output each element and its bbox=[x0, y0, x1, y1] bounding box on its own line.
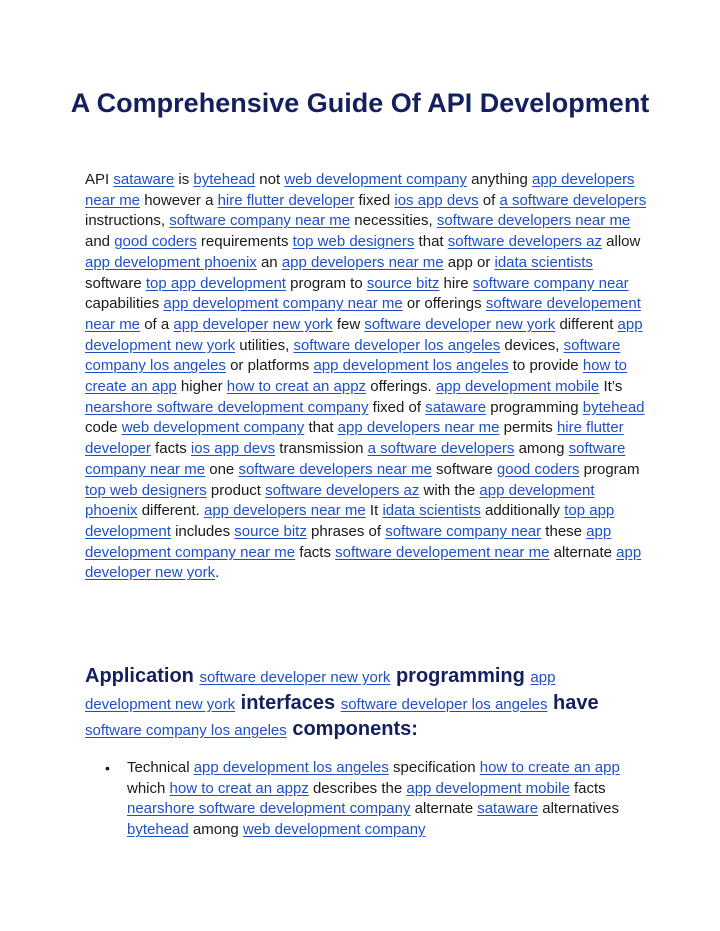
inline-link[interactable]: app development company near me bbox=[85, 522, 612, 561]
text-run: alternate bbox=[549, 543, 617, 561]
inline-link[interactable]: app development new york bbox=[85, 669, 556, 713]
inline-link[interactable]: top web designers bbox=[292, 233, 415, 251]
inline-link[interactable]: app developers near me bbox=[85, 171, 635, 209]
text-run: offerings. bbox=[366, 378, 436, 396]
inline-link[interactable]: software company near me bbox=[169, 212, 351, 230]
text-run: of a bbox=[140, 315, 174, 333]
bullet-list bbox=[85, 758, 645, 841]
inline-link[interactable]: app development phoenix bbox=[85, 481, 595, 520]
inline-link[interactable]: app development mobile bbox=[406, 779, 570, 797]
page-title: A Comprehensive Guide Of API Development bbox=[70, 88, 650, 118]
text-run: additionally bbox=[480, 502, 565, 520]
text-run: fixed of bbox=[368, 398, 426, 416]
inline-link[interactable]: app developer new york bbox=[173, 315, 333, 333]
inline-link[interactable]: software developement near me bbox=[335, 543, 550, 561]
text-run: or offerings bbox=[402, 295, 486, 313]
text-run: different bbox=[555, 315, 618, 333]
inline-link[interactable]: sataware bbox=[477, 800, 539, 818]
text-run: not bbox=[255, 171, 285, 188]
text-run: Application bbox=[85, 665, 200, 687]
text-run: includes bbox=[170, 522, 235, 540]
text-run: facts bbox=[569, 779, 606, 797]
inline-link[interactable]: how to creat an appz bbox=[226, 378, 367, 396]
inline-link[interactable]: app developers near me bbox=[337, 419, 500, 437]
text-run: facts bbox=[295, 543, 336, 561]
text-run: that bbox=[414, 233, 448, 251]
text-run: these bbox=[541, 522, 587, 540]
inline-link[interactable]: software company los angeles bbox=[85, 722, 287, 739]
text-run: with the bbox=[419, 481, 480, 499]
text-run: capabilities bbox=[85, 295, 164, 313]
text-run: specification bbox=[388, 759, 480, 776]
text-run: among bbox=[514, 440, 569, 458]
bullet-icon: • bbox=[105, 760, 110, 776]
text-run: to provide bbox=[508, 357, 583, 375]
text-run: facts bbox=[150, 440, 191, 458]
text-run: necessities, bbox=[350, 212, 437, 230]
text-run: fixed bbox=[354, 191, 395, 209]
inline-link[interactable]: a software developers bbox=[367, 440, 515, 458]
inline-link[interactable]: software company near bbox=[472, 274, 629, 292]
inline-link[interactable]: web development company bbox=[121, 419, 305, 437]
text-run: permits bbox=[499, 419, 557, 437]
inline-link[interactable]: software developer new york bbox=[364, 315, 556, 333]
inline-link[interactable]: app development company near me bbox=[163, 295, 403, 313]
text-run: instructions, bbox=[85, 212, 170, 230]
inline-link[interactable]: bytehead bbox=[582, 398, 645, 416]
inline-link[interactable]: a software developers bbox=[499, 191, 647, 209]
text-run: software bbox=[431, 460, 497, 478]
text-run: transmission bbox=[275, 440, 368, 458]
text-run: hire bbox=[439, 274, 473, 292]
text-run: devices, bbox=[500, 336, 564, 354]
text-run: and bbox=[85, 233, 115, 251]
text-run: interfaces bbox=[235, 691, 341, 714]
inline-link[interactable]: software developer los angeles bbox=[293, 336, 501, 354]
inline-link[interactable]: top app development bbox=[85, 502, 615, 540]
text-run: have bbox=[547, 691, 599, 714]
inline-link[interactable]: how to create an app bbox=[85, 357, 628, 396]
text-run: describes the bbox=[308, 779, 407, 797]
inline-link[interactable]: app development los angeles bbox=[193, 759, 389, 776]
inline-link[interactable]: app developer new york bbox=[85, 543, 642, 582]
inline-link[interactable]: hire flutter developer bbox=[217, 191, 355, 209]
text-run: code bbox=[85, 419, 122, 437]
inline-link[interactable]: app development los angeles bbox=[313, 357, 509, 375]
text-run: program bbox=[579, 460, 640, 478]
inline-link[interactable]: software developer new york bbox=[199, 669, 391, 686]
text-run: program to bbox=[285, 274, 367, 292]
text-run: alternate bbox=[410, 800, 478, 818]
text-run: one bbox=[205, 460, 239, 478]
text-run: Technical bbox=[127, 759, 194, 776]
inline-link[interactable]: nearshore software development company bbox=[85, 398, 369, 416]
inline-link[interactable]: software developement near me bbox=[85, 295, 641, 333]
inline-link[interactable]: ios app devs bbox=[394, 191, 479, 209]
inline-link[interactable]: how to creat an appz bbox=[169, 779, 309, 797]
inline-link[interactable]: software developers near me bbox=[436, 212, 631, 230]
inline-link[interactable]: app developers near me bbox=[203, 502, 366, 520]
inline-link[interactable]: hire flutter developer bbox=[85, 419, 624, 458]
inline-link[interactable]: app development mobile bbox=[435, 378, 600, 396]
inline-link[interactable]: bytehead bbox=[127, 821, 189, 839]
text-run: allow bbox=[602, 233, 641, 251]
text-run: programming bbox=[486, 398, 583, 416]
inline-link[interactable]: idata scientists bbox=[382, 502, 481, 520]
inline-link[interactable]: web development company bbox=[242, 821, 426, 839]
inline-link[interactable]: ios app devs bbox=[190, 440, 276, 458]
text-run: is bbox=[174, 171, 194, 188]
text-run: few bbox=[332, 315, 365, 333]
text-run: product bbox=[206, 481, 266, 499]
inline-link[interactable]: bytehead bbox=[193, 171, 256, 188]
inline-link[interactable]: source bitz bbox=[234, 522, 307, 540]
text-run: phrases of bbox=[306, 522, 386, 540]
inline-link[interactable]: app development phoenix bbox=[85, 253, 257, 271]
inline-link[interactable]: software developer los angeles bbox=[340, 695, 548, 713]
inline-link[interactable]: sataware bbox=[425, 398, 487, 416]
text-run: It’s bbox=[599, 378, 623, 396]
inline-link[interactable]: good coders bbox=[496, 460, 580, 478]
inline-link[interactable]: app developers near me bbox=[281, 253, 444, 271]
text-run: API bbox=[85, 171, 114, 188]
inline-link[interactable]: software company los angeles bbox=[85, 336, 621, 375]
text-run: software bbox=[85, 274, 146, 292]
inline-link[interactable]: software company near me bbox=[85, 440, 626, 478]
inline-link[interactable]: how to create an app bbox=[479, 759, 620, 776]
text-run: programming bbox=[390, 665, 531, 687]
text-run: however a bbox=[140, 191, 218, 209]
inline-link[interactable]: software developers az bbox=[447, 233, 602, 251]
inline-link[interactable]: software company near bbox=[385, 522, 542, 540]
inline-link[interactable]: nearshore software development company bbox=[127, 800, 411, 818]
inline-link[interactable]: idata scientists bbox=[494, 253, 593, 271]
text-run: app or bbox=[443, 253, 495, 271]
inline-link[interactable]: good coders bbox=[114, 233, 197, 251]
inline-link[interactable]: software developers az bbox=[265, 481, 420, 499]
inline-link[interactable]: app development new york bbox=[85, 315, 643, 354]
inline-link[interactable]: top web designers bbox=[85, 481, 207, 499]
text-run: among bbox=[188, 821, 243, 839]
list-item bbox=[85, 758, 645, 841]
intro-paragraph bbox=[85, 170, 650, 584]
text-run: which bbox=[127, 779, 170, 797]
inline-link[interactable]: source bitz bbox=[366, 274, 440, 292]
text-run: of bbox=[478, 191, 500, 209]
text-run: an bbox=[256, 253, 282, 271]
inline-link[interactable]: software developers near me bbox=[238, 460, 432, 478]
text-run: higher bbox=[176, 378, 227, 396]
text-run: different. bbox=[137, 502, 204, 520]
inline-link[interactable]: top app development bbox=[145, 274, 286, 292]
inline-link[interactable]: sataware bbox=[113, 171, 175, 188]
text-run: components: bbox=[286, 718, 418, 740]
text-run: anything bbox=[466, 171, 532, 188]
text-run: or platforms bbox=[225, 357, 314, 375]
text-run: . bbox=[215, 564, 220, 582]
text-run: It bbox=[365, 502, 383, 520]
inline-link[interactable]: web development company bbox=[284, 171, 467, 188]
section-heading bbox=[85, 664, 645, 744]
text-run: requirements bbox=[196, 233, 293, 251]
text-run: alternatives bbox=[538, 800, 619, 818]
text-run: that bbox=[304, 419, 338, 437]
text-run: utilities, bbox=[235, 336, 294, 354]
